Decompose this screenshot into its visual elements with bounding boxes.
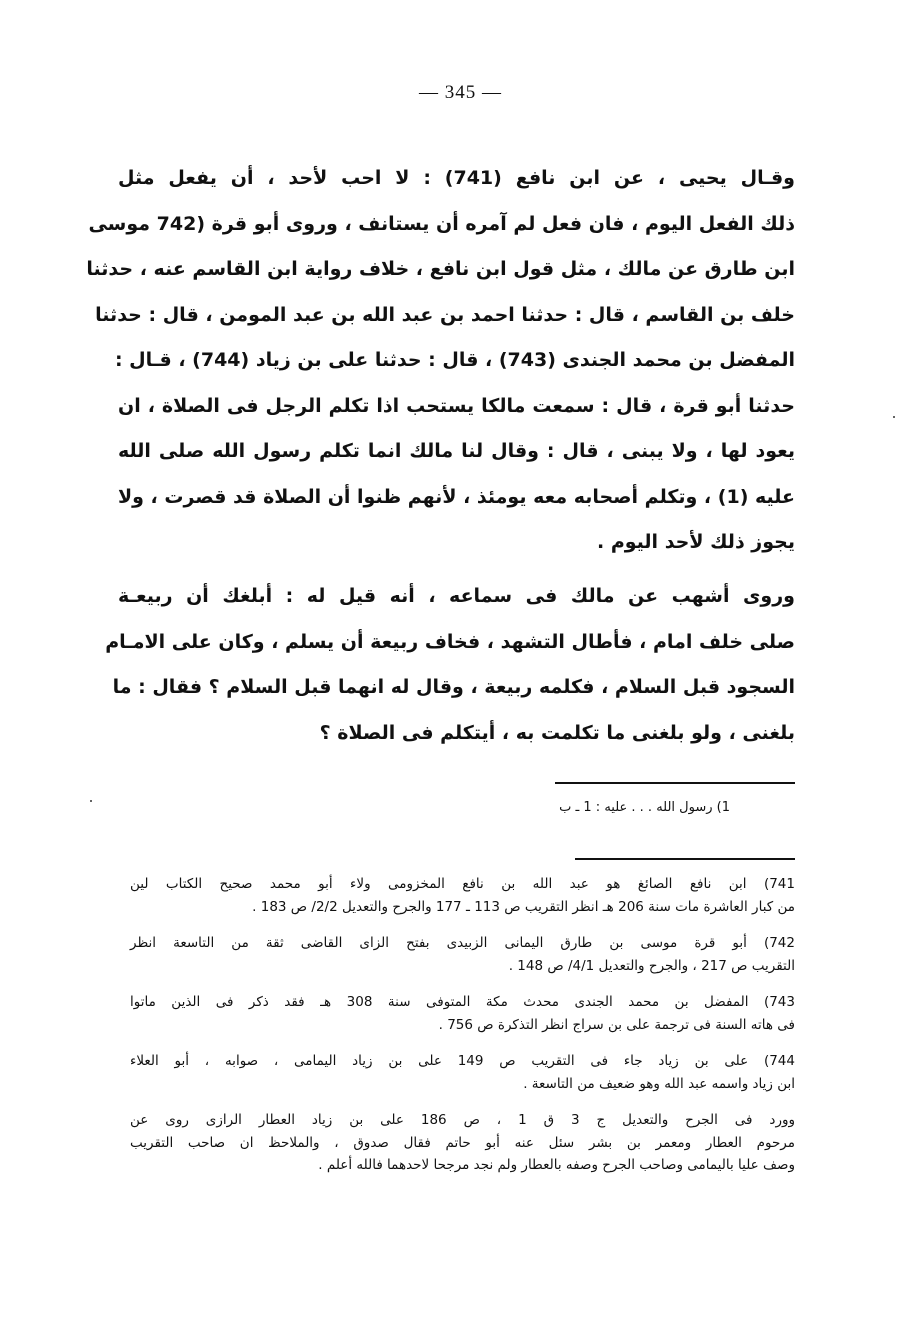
footnotes (130, 873, 795, 1191)
footnote-741 (130, 873, 795, 918)
footnote-744 (130, 1050, 795, 1095)
text-line: بلغنى ، ولو بلغنى ما تكلمت به ، أيتكلم فى الصلاة ؟ (319, 721, 795, 744)
manuscript-note: 1) رسول الله . . . عليه : 1 ـ ب (559, 800, 730, 815)
text-line: عليه (1) ، وتكلم أصحابه معه يومئذ ، لأنهم ظنوا أن الصلاة قد قصرت ، ولا (117, 485, 795, 508)
footnote-line: وصف عليا باليمامى وصاحب الجرح وصفه بالعطار ولم نجد مرجحا لاحدهما فالله أعلم . (318, 1157, 795, 1173)
text-line: وروى أشهب عن مالك فى سماعه ، أنه قيل له : أبلغك أن ربيعـة (118, 585, 795, 607)
footnote-line: 743) المفضل بن محمد الجندى محدث مكة المتوفى سنة 308 هـ فقد ذكر فى الذين ماتوا (130, 994, 795, 1010)
footnote-line: فى هاته السنة فى ترجمة على بن سراج انظر التذكرة ص 756 . (438, 1016, 795, 1033)
text-line: صلى خلف امام ، فأطال التشهد ، فخاف ربيعة أن يسلم ، وكان على الامـام (105, 630, 795, 653)
footnote-line: التقريب ص 217 ، والجرح والتعديل 4/1/ ص 148 . (508, 957, 795, 974)
text-line: يجوز ذلك لأحد اليوم . (597, 531, 795, 553)
footnote-line: 742) أبو قرة موسى بن طارق اليمانى الزبيدى بفتح الزاى القاضى ثقة من التاسعة انظر (130, 935, 795, 951)
text-line: وقـال يحيى ، عن ابن نافع (741) : لا احب لأحد ، أن يفعل مثل (118, 167, 795, 189)
footnote-744-continued (130, 1109, 795, 1177)
text-line: خلف بن القاسم ، قال : حدثنا احمد بن عبد الله بن عبد المومن ، قال : حدثنا (95, 303, 795, 326)
footnote-line: مرحوم العطار ومعمر بن بشر سئل عنه أبو حاتم فقال صدوق ، والملاحظ ان صاحب التقريب (130, 1134, 795, 1151)
page-number: — 345 — (419, 82, 502, 103)
text-line: المفضل بن محمد الجندى (743) ، قال : حدثنا على بن زياد (744) ، قـال : (114, 349, 795, 371)
text-line: حدثنا أبو قرة ، قال : سمعت مالكا يستحب اذا تكلم الرجل فى الصلاة ، ان (118, 394, 795, 417)
text-line: يعود لها ، ولا يبنى ، قال : وقال لنا مالك انما تكلم رسول الله صلى الله (118, 440, 795, 462)
scan-speck (90, 800, 92, 802)
footnote-line: من كبار العاشرة مات سنة 206 هـ انظر التقريب ص 113 ـ 177 والجرح والتعديل 2/2/ ص 183 . (252, 898, 795, 915)
paragraph-2 (105, 574, 795, 756)
footnote-line: ابن زياد واسمه عبد الله وهو ضعيف من التاسعة . (523, 1075, 795, 1092)
footnote-divider (555, 782, 795, 784)
footnote-line: 741) ابن نافع الصائغ هو عبد الله بن نافع المخزومى ولاء أبو محمد صحيح الكتاب لين (130, 876, 795, 892)
footnote-line: 744) على بن زياد جاء فى التقريب ص 149 على بن زياد اليمامى ، صوابه ، أبو العلاء (130, 1053, 795, 1069)
scan-speck (893, 416, 895, 418)
paragraph-1 (86, 156, 795, 566)
text-line: السجود قبل السلام ، فكلمه ربيعة ، وقال له انهما قبل السلام ؟ فقال : ما (112, 676, 795, 698)
footnote-line: وورد فى الجرح والتعديل ج 3 ق 1 ، ص 186 على بن زياد العطار الرازى روى عن (130, 1112, 795, 1128)
footnote-divider (575, 858, 795, 860)
footnote-742 (130, 932, 795, 977)
text-line: ذلك الفعل اليوم ، فان فعل لم آمره أن يستانف ، وروى أبو قرة (742 موسى (88, 212, 795, 235)
text-line: ابن طارق عن مالك ، مثل قول ابن نافع ، خلاف رواية ابن القاسم عنه ، حدثنا (86, 258, 795, 280)
footnote-743 (130, 991, 795, 1036)
